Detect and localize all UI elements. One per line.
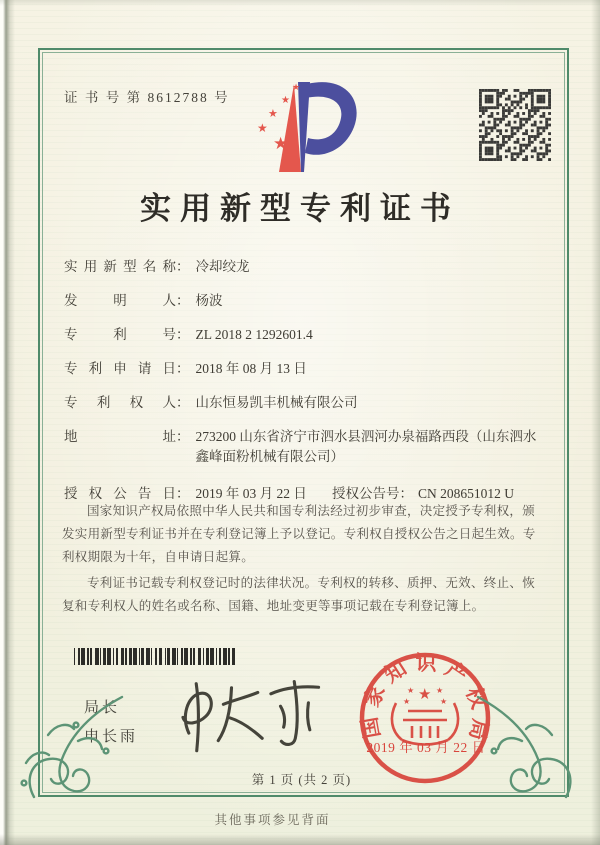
field-value: 2019 年 03 月 22 日 (195, 486, 307, 501)
corner-ornament-icon (472, 693, 584, 805)
field-value: CN 208651012 U (418, 486, 515, 501)
field-row-patent-number (64, 325, 538, 345)
colon: ： (176, 293, 190, 308)
seal-date: 2019 年 03 月 22 日 (366, 740, 486, 755)
field-label: 实用新型名称 (64, 259, 176, 274)
barcode (74, 648, 238, 665)
scan-edge (591, 0, 600, 845)
cnipa-logo (237, 70, 367, 180)
back-note: 其他事项参见背面 (214, 813, 331, 827)
svg-text:★: ★ (436, 686, 444, 695)
field-label: 授权公告号 (332, 486, 400, 501)
field-row-name (64, 257, 538, 277)
star-icon: ★ (292, 83, 301, 93)
field-label: 地址 (64, 429, 176, 444)
colon: ： (176, 486, 190, 501)
field-value: 冷却绞龙 (195, 259, 250, 274)
colon: ： (176, 395, 190, 410)
signature-autograph-icon (166, 674, 330, 758)
statutory-text (62, 500, 538, 621)
svg-text:★: ★ (403, 697, 411, 706)
field-row-patentee (64, 393, 538, 413)
field-label: 发明人 (64, 293, 176, 308)
field-list (64, 257, 538, 504)
field-label: 专利申请日 (64, 361, 176, 376)
body-paragraph: 国家知识产权局依照中华人民共和国专利法经过初步审查，决定授予专利权，颁发实用新型专利证书并在专利登记簿上予以登记。专利权自授权公告之日起生效。专利权期限为十年，自申请日起算。 (62, 504, 536, 564)
field-value: 2018 年 08 月 13 日 (195, 361, 307, 376)
field-row-address (64, 427, 538, 467)
scan-edge (0, 834, 600, 845)
colon: ： (176, 259, 190, 274)
seal-text: 国家知识产权局 (357, 650, 493, 743)
field-value: 273200 山东省济宁市泗水县泗河办泉福路西段（山东泗水鑫峰面粉机械有限公司） (195, 429, 537, 464)
page-title: 实用新型专利证书 (140, 191, 460, 226)
scan-edge (0, 0, 600, 6)
field-label: 专利号 (64, 327, 176, 342)
signer-title: 局长 (84, 700, 121, 716)
field-row-inventor (64, 291, 538, 311)
colon: ： (176, 327, 190, 342)
colon: ： (176, 429, 190, 444)
field-value: ZL 2018 2 1292601.4 (195, 327, 313, 342)
qr-code (479, 89, 551, 161)
signer-name: 申长雨 (84, 729, 139, 745)
corner-ornament-icon (16, 693, 128, 805)
colon: ： (399, 486, 413, 501)
star-icon: ★ (268, 107, 278, 120)
scan-edge (0, 0, 15, 845)
field-value: 杨波 (195, 293, 223, 308)
certificate-number: 证 书 号 第 8612788 号 (64, 90, 230, 105)
field-value: 山东恒易凯丰机械有限公司 (195, 395, 358, 410)
star-icon: ★ (281, 95, 290, 106)
star-icon: ★ (257, 121, 268, 135)
page-number: 第 1 页 (共 2 页) (251, 773, 352, 787)
field-label: 专利权人 (64, 395, 176, 410)
colon: ： (176, 361, 190, 376)
field-row-filing-date (64, 359, 538, 379)
svg-text:★: ★ (407, 686, 415, 695)
field-label: 授权公告日 (64, 486, 176, 501)
body-paragraph: 专利证书记载专利权登记时的法律状况。专利权的转移、质押、无效、终止、恢复和专利权人的姓名或名称、国籍、地址变更等事项记载在专利登记簿上。 (62, 576, 536, 613)
svg-text:★: ★ (418, 685, 432, 703)
star-icon: ★ (273, 134, 289, 154)
svg-text:★: ★ (440, 697, 448, 706)
